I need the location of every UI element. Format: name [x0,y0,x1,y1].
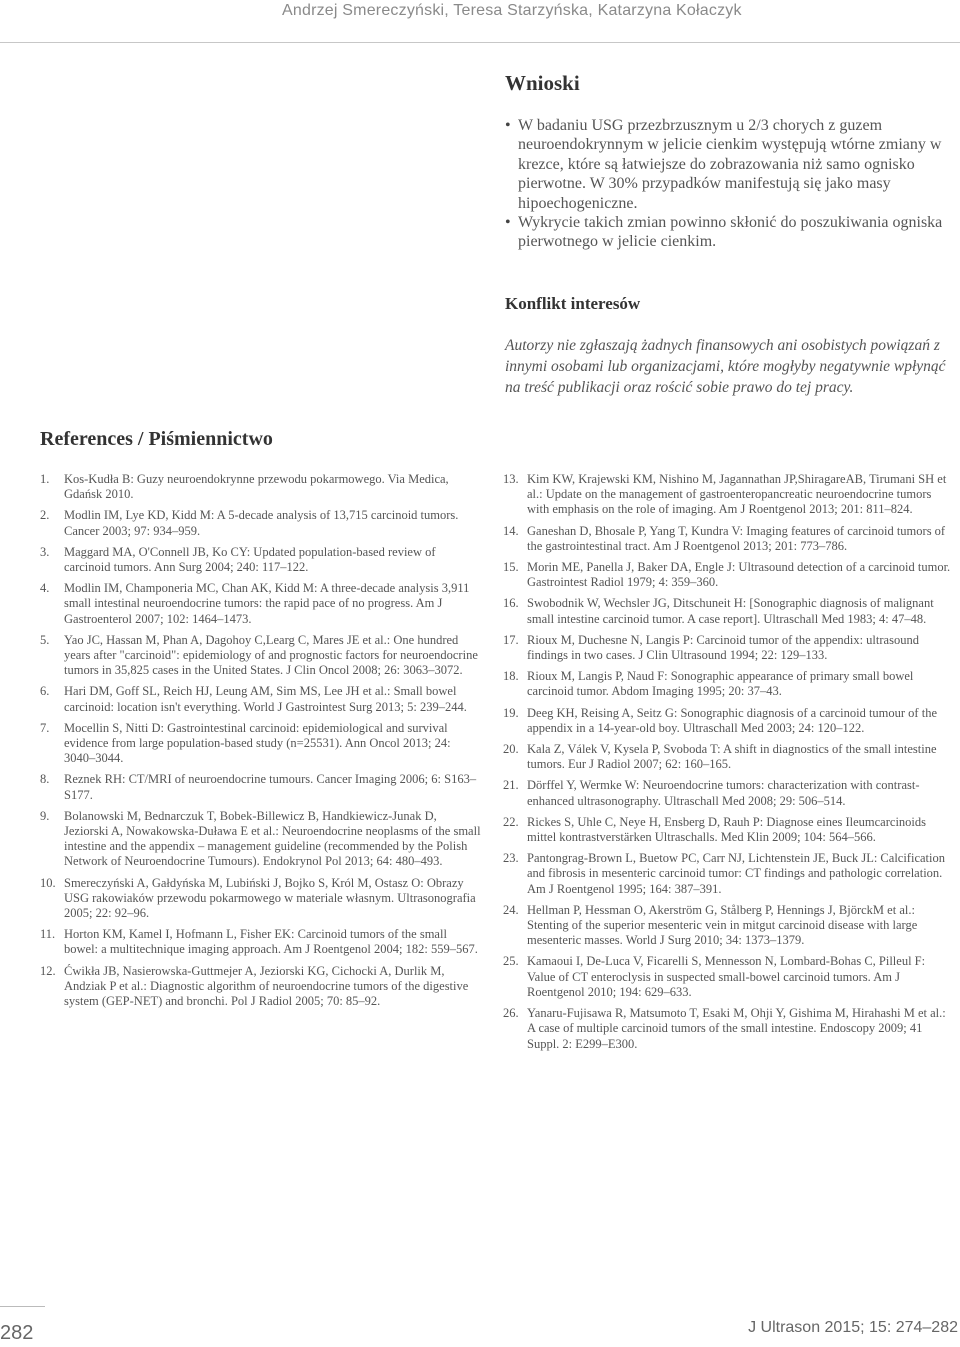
reference-number: 21. [503,778,519,793]
bullet-icon: • [505,214,511,232]
journal-citation: J Ultrason 2015; 15: 274–282 [748,1319,958,1336]
reference-item [40,772,484,802]
running-header-authors: Andrzej Smereczyński, Teresa Starzyńska, Katarzyna Kołaczyk [282,2,742,19]
reference-item [503,524,951,554]
running-header [0,0,960,43]
conclusions-heading: Wnioski [505,71,580,95]
reference-text: Pantongrag-Brown L, Buetow PC, Carr NJ, Lichtenstein JE, Buck JL: Calcification and fibrosis in mesenteric carcinoid tumor: CT findings and pathologic correlation. Am J Roentgenol 1995; 164: 387–391. [527,851,945,896]
reference-text: Ćwikła JB, Nasierowska-Guttmejer A, Jeziorski KG, Cichocki A, Durlik M, Andziak P et al.: Diagnostic algorithm of neuroendocrine tumors of the digestive system (GEP-NET) and bronchi. Pol J Radiol 2005; 70: 85–92. [64,963,469,1009]
reference-text: Swobodnik W, Wechsler JG, Ditschuneit H: [Sonographic diagnosis of malignant small intestine carcinoid tumor. A case report]. Ultraschall Med 1983; 4: 47–48. [527,596,934,626]
reference-item [40,581,484,627]
reference-number: 11. [40,927,56,942]
reference-number: 9. [40,808,50,823]
reference-text: Kim KW, Krajewski KM, Nishino M, Jagannathan JP,ShiragareAB, Tirumani SH et al.: Update on the management of gastroenteropancreatic neuroendocrine tumors with emphasis on the role of imaging. Am J Roentgenol 2013; 201: 811–824. [527,472,947,517]
reference-number: 3. [40,544,50,559]
reference-item [503,706,951,736]
reference-text: Kamaoui I, De-Luca V, Ficarelli S, Mennesson N, Lombard-Bohas C, Pilleul F: Value of CT enteroclysis in suspected small-bowel carcinoid tumors. Am J Roentgenol 2010; 194: 629–633. [527,954,926,999]
reference-item [40,545,484,575]
reference-text: Modlin IM, Lye KD, Kidd M: A 5-decade analysis of 13,715 carcinoid tumors. Cancer 2003; 97: 934–959. [64,508,459,538]
reference-item [503,472,951,518]
reference-item [503,596,951,626]
reference-number: 15. [503,560,519,575]
reference-number: 14. [503,523,519,538]
reference-text: Rioux M, Duchesne N, Langis P: Carcinoid tumor of the appendix: ultrasound findings in two cases. J Clin Ultrasound 1994; 22: 129–133. [527,632,919,663]
reference-item [503,633,951,663]
reference-number: 5. [40,632,50,647]
reference-item [503,851,951,897]
footer-divider [0,1306,45,1307]
conclusions-list [505,116,951,252]
reference-text: Yanaru-Fujisawa R, Matsumoto T, Esaki M, Ohji Y, Gishima M, Hirahashi M et al.: A case of multiple carcinoid tumors of the small intestine. Endoscopy 2009; 41 Suppl. 2: E299–E300. [527,1006,946,1051]
conclusion-item [505,213,951,252]
reference-number: 6. [40,684,50,699]
reference-number: 7. [40,720,50,735]
reference-number: 20. [503,742,519,757]
conclusion-item [505,116,951,213]
reference-number: 23. [503,851,519,866]
reference-number: 24. [503,902,519,917]
reference-item [40,809,484,870]
reference-text: Horton KM, Kamel I, Hofmann L, Fisher EK: Carcinoid tumors of the small bowel: a multitechnique imaging approach. Am J Roentgenol 2004; 182: 559–567. [64,927,478,957]
reference-item [503,954,951,1000]
conclusion-text: W badaniu USG przezbrzusznym u 2/3 chorych z guzem neuroendokrynnym w jelicie cienkim występują wtórne zmiany w krezce, które są łatwiejsze do zobrazowania niż samo ognisko pierwotne. W 30% przypadków manifestują się jako masy hipoechogeniczne. [518,117,942,212]
conflict-of-interest-text: Autorzy nie zgłaszają żadnych finansowych ani osobistych powiązań z innymi osobami lub organizacjami, które mogłyby negatywnie wpłynąć na treść publikacji oraz rościć sobie prawo do tej pracy. [505,337,946,396]
reference-text: Mocellin S, Nitti D: Gastrointestinal carcinoid: epidemiological and survival evidence from large population-based study (n=25531). Ann Oncol 2013; 24: 3040–3044. [64,720,451,766]
reference-item [40,684,484,714]
reference-number: 25. [503,954,519,969]
reference-item [40,927,484,957]
references-heading: References / Piśmiennictwo [40,428,273,450]
reference-number: 13. [503,472,519,486]
reference-text: Dörffel Y, Wermke W: Neuroendocrine tumors: characterization with contrast-enhanced ultrasonography. Ultraschall Med 2008; 29: 506–514. [527,778,920,808]
page-number: 282 [0,1322,34,1344]
reference-text: Kala Z, Válek V, Kysela P, Svoboda T: A shift in diagnostics of the small intestine tumors. Eur J Radiol 2007; 62: 160–165. [527,742,937,772]
reference-item [503,669,951,699]
reference-number: 8. [40,772,50,787]
reference-text: Bolanowski M, Bednarczuk T, Bobek-Billewicz B, Handkiewicz-Junak D, Jeziorski A, Nowakowska-Duława E et al.: Neuroendocrine neoplasms of the small intestine and the appendix – management guideline (recommended by the Polish Network of Neuroendocrine Tumours). Endokrynol Pol 2013; 64: 480–493. [64,808,481,869]
reference-text: Smereczyński A, Gałdyńska M, Lubiński J, Bojko S, Król M, Ostasz O: Obrazy USG rakowiaków przewodu pokarmowego w materiale własnym. Ultrasonografia 2005; 22: 92–96. [64,875,476,921]
reference-number: 10. [40,875,56,890]
reference-text: Modlin IM, Champoneria MC, Chan AK, Kidd M: A three-decade analysis 3,911 small intestinal neuroendocrine tumors: the rapid pace of no progress. Am J Gastroenterol 2007; 102: 1464–1473. [64,581,470,626]
reference-item [503,1006,951,1052]
reference-item [40,633,484,679]
reference-text: Ganeshan D, Bhosale P, Yang T, Kundra V: Imaging features of carcinoid tumors of the gastrointestinal tract. Am J Roentgenol 2013; 201: 773–786. [527,523,946,553]
reference-number: 19. [503,705,519,720]
reference-number: 22. [503,814,519,829]
reference-number: 26. [503,1006,519,1021]
reference-item [503,742,951,772]
reference-text: Hari DM, Goff SL, Reich HJ, Leung AM, Sim MS, Lee JH et al.: Small bowel carcinoid: location isn't everything. World J Gastrointest Surg 2013; 5: 239–244. [64,684,467,714]
reference-item [40,721,484,767]
reference-number: 18. [503,669,519,684]
conflict-of-interest-heading: Konflikt interesów [505,294,641,313]
reference-text: Reznek RH: CT/MRI of neuroendocrine tumours. Cancer Imaging 2006; 6: S163–S177. [64,772,477,802]
reference-item [40,964,484,1010]
reference-item [40,508,484,538]
reference-item [503,903,951,949]
reference-text: Kos-Kudła B: Guzy neuroendokrynne przewodu pokarmowego. Via Medica, Gdańsk 2010. [64,472,449,502]
reference-text: Yao JC, Hassan M, Phan A, Dagohoy C,Learg C, Mares JE et al.: One hundred years after "carcinoid": epidemiology of and prognostic factors for neuroendocrine tumors in 35,825 cases in the United States. J Clin Oncol 2008; 26: 3063–3072. [64,632,478,678]
reference-text: Hellman P, Hessman O, Akerström G, Stålberg P, Hennings J, BjörckM et al.: Stenting of the superior mesenteric vein in mitgut carcinoid disease with large mesenteric masses. World J Surg 2010; 34: 1373–1379. [527,902,918,948]
reference-number: 17. [503,632,519,647]
reference-item [40,472,484,502]
reference-text: Rioux M, Langis P, Naud F: Sonographic appearance of primary small bowel carcinoid tumor. Abdom Imaging 1995; 20: 37–43. [527,669,914,699]
reference-number: 4. [40,581,50,596]
reference-item [503,815,951,845]
references-list-left [40,472,484,1015]
reference-text: Rickes S, Uhle C, Neye H, Ensberg D, Rauh P: Diagnose eines Ileumcarcinoids mittel kontrastverstärken Ultraschalls. Med Klin 2009; 104: 564–566. [527,814,926,845]
reference-item [40,876,484,922]
reference-text: Deeg KH, Reising A, Seitz G: Sonographic diagnosis of a carcinoid tumour of the appendix in a 14-year-old boy. Ultraschall Med 2003; 24: 120–122. [527,705,937,735]
conclusion-text: Wykrycie takich zmian powinno skłonić do poszukiwania ogniska pierwotnego w jelicie cienkim. [518,214,943,251]
reference-number: 12. [40,963,56,978]
references-list-right [503,472,951,1058]
reference-number: 2. [40,508,50,523]
bullet-icon: • [505,117,511,134]
reference-number: 1. [40,472,50,486]
reference-text: Maggard MA, O'Connell JB, Ko CY: Updated population-based review of carcinoid tumors. Ann Surg 2004; 240: 117–122. [64,544,436,575]
reference-number: 16. [503,596,519,611]
reference-item [503,778,951,808]
reference-text: Morin ME, Panella J, Baker DA, Engle J: Ultrasound detection of a carcinoid tumor. Gastrointest Radiol 1979; 4: 359–360. [527,560,951,590]
reference-item [503,560,951,590]
